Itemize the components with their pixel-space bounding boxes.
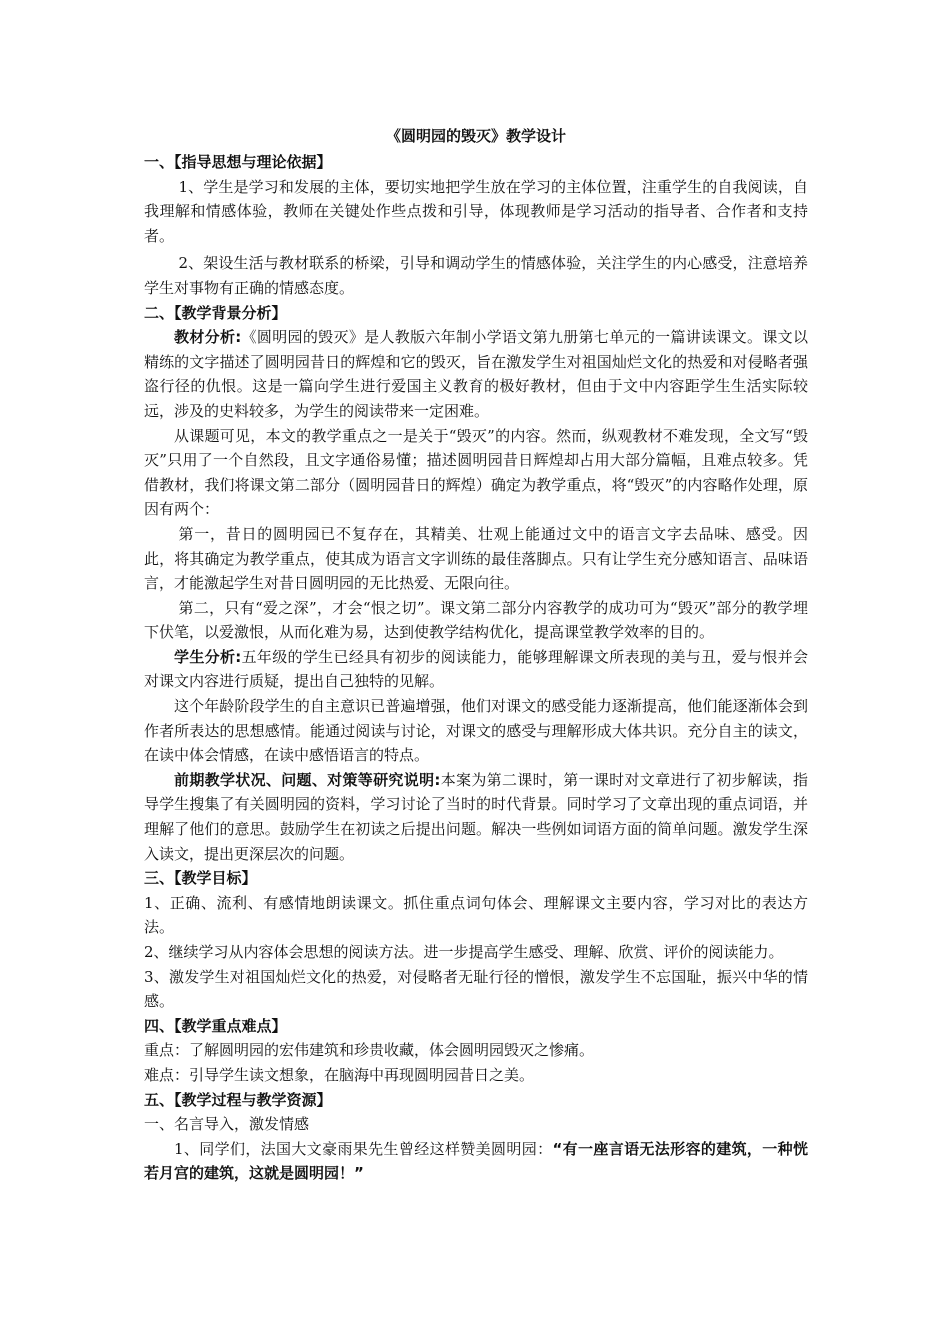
paragraph: 2、继续学习从内容体会思想的阅读方法。进一步提高学生感受、理解、欣赏、评价的阅读能力。 — [144, 943, 784, 961]
paragraph: 难点：引导学生读文想象，在脑海中再现圆明园昔日之美。 — [144, 1065, 535, 1084]
paragraph-text: 《圆明园的毁灭》是人教版六年制小学语文第九册第七单元的一篇讲读课文。课文以精练的文字描述了圆明园昔日的辉煌和它的毁灭，旨在激发学生对祖国灿烂文化的热爱和对侵略者强盗行径的仇恨。这是一篇向学生进行爱国主义教育的极好教材，但由于文中内容距学生生活实际较远，涉及的史料较多，为学生的阅读带来一定困难。 — [144, 328, 809, 420]
section-heading-4: 四、【教学重点难点】 — [144, 1016, 287, 1035]
paragraph: 2、架设生活与教材联系的桥梁，引导和调动学生的情感体验，关注学生的内心感受，注意培养学生对事物有正确的情感态度。 — [144, 254, 808, 297]
paragraph: 1、学生是学习和发展的主体，要切实地把学生放在学习的主体位置，注重学生的自我阅读，自我理解和情感体验，教师在关键处作些点拨和引导，体现教师是学习活动的指导者、合作者和支持者。 — [144, 177, 808, 245]
section-heading-3: 三、【教学目标】 — [144, 869, 257, 888]
section-heading-1: 一、【指导思想与理论依据】 — [144, 153, 332, 171]
paragraph: 第一，昔日的圆明园已不复存在，其精美、壮观上能通过文中的语言文字去品味、感受。因此，将其确定为教学重点，使其成为语言文字训练的最佳落脚点。只有让学生充分感知语言、品味语言，才能激起学生对昔日圆明园的无比热爱、无限向往。 — [144, 524, 808, 593]
section-heading-2: 二、【教学背景分析】 — [144, 303, 287, 322]
paragraph: 重点：了解圆明园的宏伟建筑和珍贵收藏，体会圆明园毁灭之惨痛。 — [144, 1041, 595, 1060]
paragraph-text: 1、同学们，法国大文豪雨果先生曾经这样赞美圆明园： — [174, 1139, 553, 1158]
paragraph: 3、激发学生对祖国灿烂文化的热爱，对侵略者无耻行径的憎恨，激发学生不忘国耻，振兴中华的情感。 — [144, 967, 808, 1011]
paragraph-text: 五年级的学生已经具有初步的阅读能力，能够理解课文所表现的美与丑，爱与恨并会对课文内容进行质疑，提出自己独特的见解。 — [144, 647, 809, 691]
bold-label: 前期教学状况、问题、对策等研究说明: — [174, 770, 441, 789]
sub-heading: 一、名言导入，激发情感 — [144, 1115, 310, 1134]
paragraph-quote — [144, 1137, 808, 1186]
bold-label: 教材分析: — [174, 328, 242, 347]
bold-label: 学生分析: — [174, 647, 242, 666]
paragraph: 第二，只有“爱之深”，才会“恨之切”。课文第二部分内容教学的成功可为“毁灭”部分的教学埋下伏笔，以爱激恨，从而化难为易，达到使教学结构优化，提高课堂教学效率的目的。 — [144, 598, 808, 642]
paragraph: 1、正确、流利、有感情地朗读课文。抓住重点词句体会、理解课文主要内容，学习对比的表达方法。 — [144, 893, 808, 937]
quote-text: “有一座言语无法形容的建筑，一种恍若月宫的建筑，这就是圆明园！” — [144, 1139, 808, 1183]
paragraph: 从课题可见，本文的教学重点之一是关于“毁灭”的内容。然而，纵观教材不难发现，全文写“毁灭”只用了一个自然段，且文字通俗易懂；描述圆明园昔日辉煌却占用大部分篇幅，且难点较多。凭借教材，我们将课文第二部分（圆明园昔日的辉煌）确定为教学重点，将“毁灭”的内容略作处理，原因有两个： — [144, 426, 808, 519]
paragraph-student-analysis — [144, 645, 808, 694]
paragraph: 这个年龄阶段学生的自主意识已普遍增强，他们对课文的感受能力逐渐提高，他们能逐渐体会到作者所表达的思想感情。能通过阅读与讨论，对课文的感受与理解形成大体共识。充分自主的读文，在读中体会情感，在读中感悟语言的特点。 — [144, 697, 808, 765]
section-heading-5: 五、【教学过程与教学资源】 — [144, 1090, 332, 1109]
document-title: 《圆明园的毁灭》教学设计 — [385, 127, 566, 145]
paragraph-prior-teaching — [144, 768, 808, 866]
paragraph-text: 本案为第二课时，第一课时对文章进行了初步解读，指导学生搜集了有关圆明园的资料，学习讨论了当时的时代背景。同时学习了文章出现的重点词语，并理解了他们的意思。鼓励学生在初读之后提出问题。解决一些例如词语方面的简单问题。激发学生深入读文，提出更深层次的问题。 — [144, 770, 808, 863]
paragraph-textbook-analysis — [144, 325, 808, 423]
